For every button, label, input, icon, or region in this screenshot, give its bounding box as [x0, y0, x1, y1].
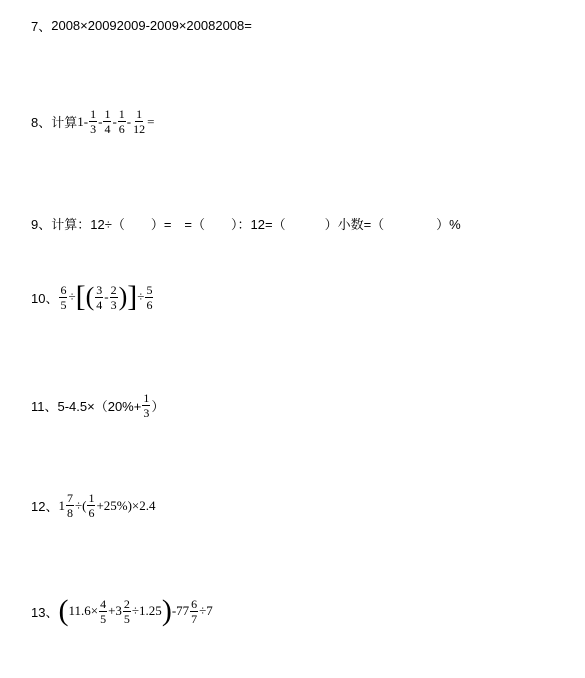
fraction: $\frac{1}{4}$ — [104, 107, 111, 136]
problem-number: 9、 — [31, 217, 52, 232]
problem-number: 12、 — [31, 499, 59, 514]
fraction: $\frac{4}{5}$ — [100, 596, 107, 626]
problem-11 — [31, 392, 164, 419]
fraction: $\frac{1}{6}$ — [118, 107, 125, 136]
fraction: $\frac{1}{3}$ — [90, 107, 97, 136]
whole-number: 1 — [58, 497, 65, 513]
problem-8 — [31, 108, 154, 135]
expression-lead: 1- — [77, 113, 89, 129]
problem-number: 8、 — [31, 115, 52, 130]
problem-7 — [31, 16, 252, 35]
problem-expression: 2008×20092009-2009×20082008= — [51, 18, 252, 33]
minus-sign: - — [98, 113, 103, 129]
problem-10 — [31, 282, 154, 312]
divide-sign: ÷ — [137, 289, 145, 304]
expression-mid: ÷( — [74, 497, 87, 513]
left-bracket: [ — [75, 280, 86, 313]
expression-part: ÷1.25 — [131, 603, 162, 618]
left-paren: ( — [85, 282, 95, 311]
minus-sign: - — [112, 113, 117, 129]
expression-part: ÷7 — [199, 603, 213, 618]
divide-sign: ÷ — [68, 289, 76, 304]
fraction: $\frac{2}{3}$ — [110, 282, 117, 312]
right-paren: ) — [161, 594, 172, 627]
problem-label: 计算 — [51, 115, 78, 130]
problem-number: 11、 — [31, 399, 58, 414]
expression-tail: +25%)×2.4 — [96, 497, 156, 513]
fraction: $\frac{3}{4}$ — [96, 282, 103, 312]
fraction: $\frac{1}{3}$ — [143, 391, 150, 420]
problem-number: 13、 — [31, 604, 59, 620]
problem-12 — [31, 492, 156, 519]
fraction: $\frac{5}{6}$ — [146, 282, 153, 312]
minus-sign: - — [126, 113, 132, 129]
problem-13 — [31, 596, 213, 626]
fraction: $\frac{2}{5}$ — [123, 596, 130, 626]
fraction: $\frac{7}{8}$ — [66, 491, 73, 520]
problem-9 — [31, 214, 461, 233]
expression-part: 11.6× — [68, 603, 99, 618]
expression-part: +3 — [108, 603, 122, 618]
fraction: $\frac{6}{7}$ — [191, 596, 198, 626]
expression-part: -77 — [171, 603, 190, 618]
expression-lead: 5-4.5×（20%+ — [57, 399, 142, 414]
minus-sign: - — [104, 289, 109, 304]
right-bracket: ] — [127, 280, 138, 313]
fraction: $\frac{6}{5}$ — [60, 282, 67, 312]
problem-number: 7、 — [31, 19, 52, 34]
problem-number: 10、 — [31, 290, 59, 306]
right-paren: ) — [118, 282, 128, 311]
problem-expression: 计算：12÷（ ）= =（ ）：12=（ ）小数=（ ）% — [51, 217, 461, 232]
fraction: $\frac{1}{6}$ — [88, 491, 95, 520]
equals-sign: = — [147, 113, 155, 129]
fraction: $\frac{1}{12}$ — [133, 107, 146, 136]
left-paren: ( — [58, 594, 69, 627]
expression-tail: ） — [151, 399, 165, 414]
